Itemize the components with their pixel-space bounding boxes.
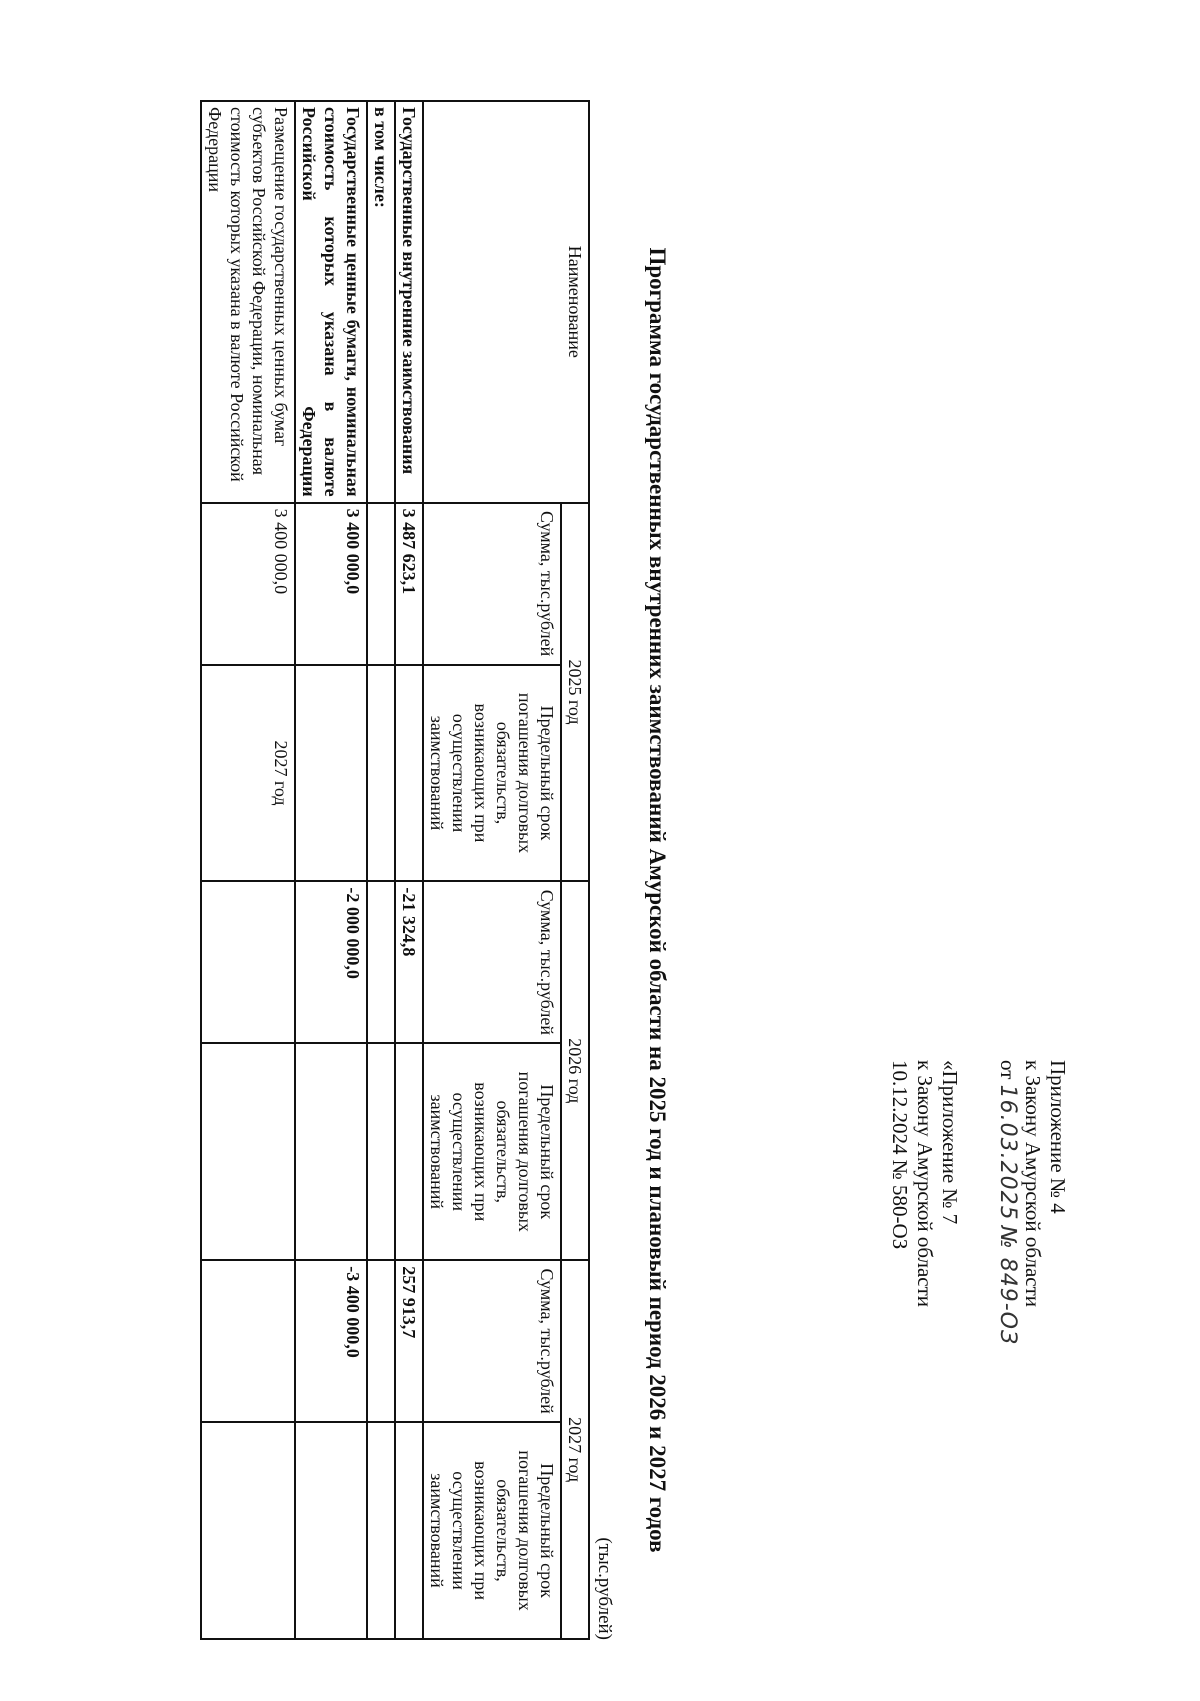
row-term-2025: [295, 665, 367, 882]
row-sum-2027: [201, 1260, 295, 1422]
row-name: Государственные внутренние заимствования: [395, 101, 423, 503]
appendix-number: Приложение № 4: [1046, 1060, 1070, 1214]
header-sum-2026: Сумма, тыс.рублей: [423, 881, 561, 1043]
handwritten-number: № 849-ОЗ: [995, 1225, 1020, 1346]
table-row: [295, 101, 367, 1639]
header-sum-2027: Сумма, тыс.рублей: [423, 1260, 561, 1422]
header-term-2025: Предельный срок погашения долговых обязательств, возникающих при осуществлении заимствований: [423, 665, 561, 882]
empty-cell: [367, 1260, 395, 1422]
appendix-header: [995, 1060, 1070, 1345]
table-row: [201, 101, 295, 1639]
row-name: в том числе:: [367, 101, 395, 503]
prev-appendix-date: 10.12.2024 № 580-ОЗ: [888, 1060, 912, 1250]
empty-cell: [367, 503, 395, 665]
empty-cell: [367, 881, 395, 1043]
handwritten-date: 16.03.2025: [995, 1084, 1020, 1221]
appendix-date-prefix: от: [996, 1060, 1020, 1080]
row-sum-2025: 3 487 623,1: [395, 503, 423, 665]
row-sum-2026: -2 000 000,0: [295, 881, 367, 1043]
units-label: (тыс.рублей): [594, 1537, 615, 1640]
header-year-2025: 2025 год: [561, 503, 589, 882]
previous-appendix-header: [887, 1060, 962, 1307]
row-sum-2025: 3 400 000,0: [295, 503, 367, 665]
empty-cell: [367, 1043, 395, 1260]
table-row: [367, 101, 395, 1639]
row-sum-2025: 3 400 000,0: [201, 503, 295, 665]
appendix-date-line: [995, 1060, 1020, 1345]
header-name: Наименование: [423, 101, 589, 503]
header-year-2026: 2026 год: [561, 881, 589, 1260]
row-sum-2027: 257 913,7: [395, 1260, 423, 1422]
row-term-2026: [395, 1043, 423, 1260]
table-row: [395, 101, 423, 1639]
row-term-2026: [201, 1043, 295, 1260]
prev-appendix-number: «Приложение № 7: [938, 1060, 962, 1225]
row-term-2025: 2027 год: [201, 665, 295, 882]
row-sum-2026: -21 324,8: [395, 881, 423, 1043]
header-term-2026: Предельный срок погашения долговых обязательств, возникающих при осуществлении заимствований: [423, 1043, 561, 1260]
row-term-2027: [295, 1422, 367, 1639]
document-sheet: [205, 100, 1070, 1700]
header-term-2027: Предельный срок погашения долговых обязательств, возникающих при осуществлении заимствований: [423, 1422, 561, 1639]
header-sum-2025: Сумма, тыс.рублей: [423, 503, 561, 665]
row-name: Государственные ценные бумаги, номинальная стоимость которых указана в валюте Российской Федерации: [295, 101, 367, 503]
empty-cell: [367, 665, 395, 882]
appendix-law: к Закону Амурской области: [1021, 1060, 1045, 1308]
borrowings-table: [200, 100, 590, 1640]
row-name: Размещение государственных ценных бумаг субъектов Российской Федерации, номинальная стоимость которых указана в валюте Российской Федерации: [201, 101, 295, 503]
row-sum-2026: [201, 881, 295, 1043]
row-term-2025: [395, 665, 423, 882]
empty-cell: [367, 1422, 395, 1639]
page-title: Программа государственных внутренних заимствований Амурской области на 2025 год и плановый период 2026 и 2027 годов: [645, 247, 670, 1553]
row-term-2027: [395, 1422, 423, 1639]
table-container: [200, 100, 590, 1700]
row-term-2027: [201, 1422, 295, 1639]
header-year-2027: 2027 год: [561, 1260, 589, 1639]
prev-appendix-law: к Закону Амурской области: [913, 1060, 937, 1308]
row-term-2026: [295, 1043, 367, 1260]
row-sum-2027: -3 400 000,0: [295, 1260, 367, 1422]
